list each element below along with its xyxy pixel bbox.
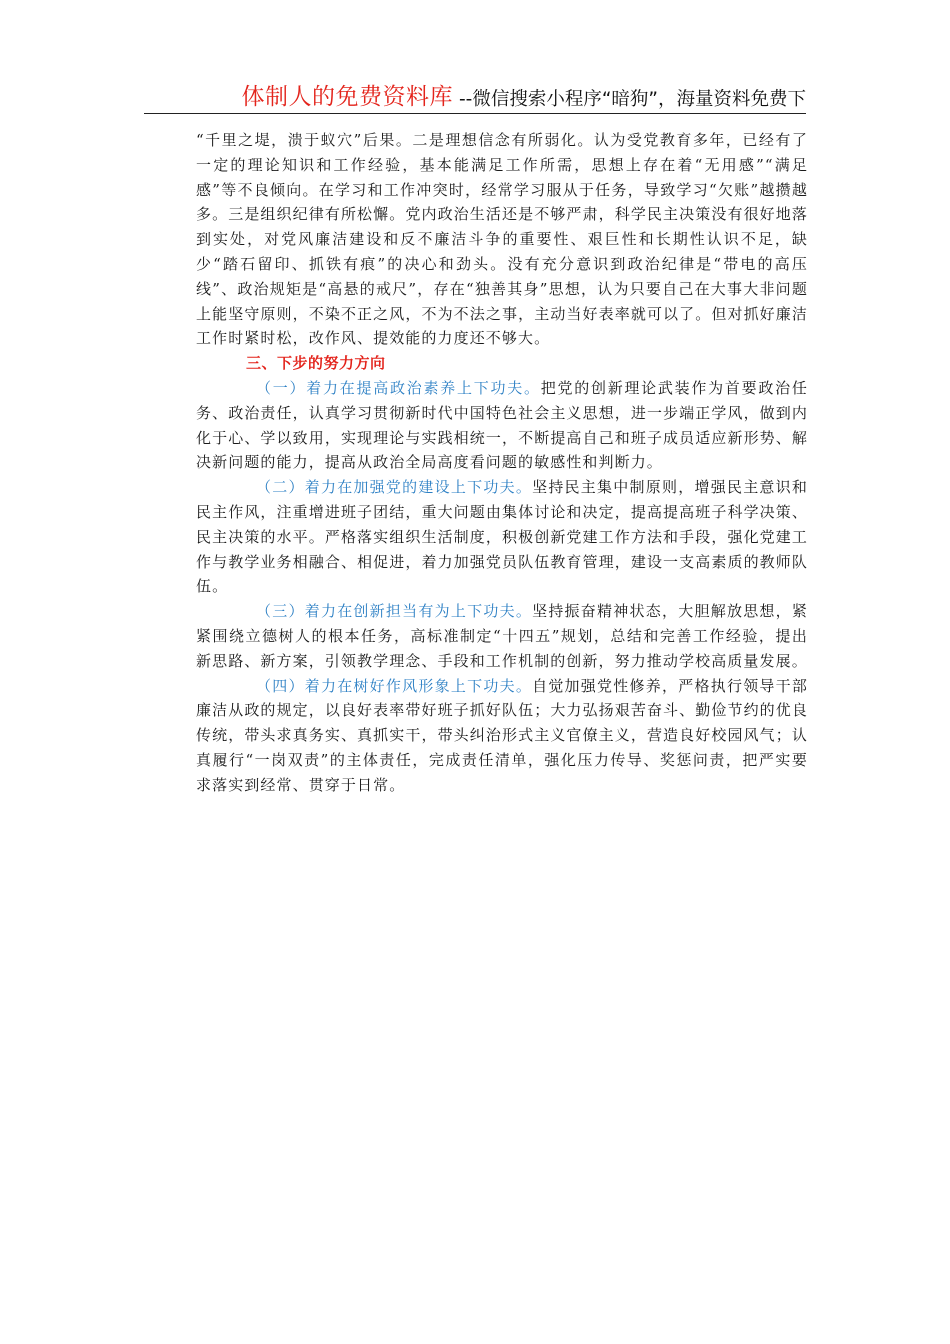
item-lead: （二）着力在加强党的建设上下功夫。 (256, 478, 533, 497)
banner-brand: 体制人的免费资料库 (241, 84, 453, 110)
item-paragraph (196, 599, 808, 673)
header-banner (144, 80, 806, 114)
item-paragraph (196, 475, 808, 599)
item-lead: （四）着力在树好作风形象上下功夫。 (256, 676, 533, 695)
section-heading: 三、下步的努力方向 (246, 354, 386, 373)
item-lead: （三）着力在创新担当有为上下功夫。 (256, 602, 533, 621)
item-paragraph (196, 674, 808, 798)
item-text: 自觉加强党性修养，严格执行领导干部廉洁从政的规定，以良好表率带好班子抓好队伍；大力弘扬艰苦奋斗、勤俭节约的优良传统，带头求真务实、真抓实干，带头纠治形式主义官僚主义，营造良好校园风气；认真履行“一岗双责”的主体责任，完成责任清单，强化压力传导、奖惩问责，把严实要求落实到经常、贯穿于日常。 (196, 676, 809, 794)
item-text: 坚持振奋精神状态，大胆解放思想，紧紧围绕立德树人的根本任务，高标准制定“十四五”规划，总结和完善工作经验，提出新思路、新方案，引领教学理念、手段和工作机制的创新，努力推动学校高质量发展。 (196, 602, 809, 670)
item-lead: （一）着力在提高政治素养上下功夫。 (256, 378, 541, 397)
item-text: 坚持民主集中制原则，增强民主意识和民主作风，注重增进班子团结，重大问题由集体讨论和决定，提高提高班子科学决策、民主决策的水平。严格落实组织生活制度，积极创新党建工作方法和手段，强化党建工作与教学业务相融合、相促进，着力加强党员队伍教育管理，建设一支高素质的教师队伍。 (196, 478, 809, 596)
banner-tagline: --微信搜索小程序“暗狗”，海量资料免费下 (458, 89, 806, 110)
document-body (196, 128, 808, 798)
item-paragraph (196, 376, 808, 475)
continuation-paragraph: “千里之堤，溃于蚁穴”后果。二是理想信念有所弱化。认为受党教育多年，已经有了一定的理论知识和工作经验，基本能满足工作所需，思想上存在着“无用感”“满足感”等不良倾向。在学习和工作冲突时，经常学习服从于任务，导致学习“欠账”越攒越多。三是组织纪律有所松懈。党内政治生活还是不够严肃，科学民主决策没有很好地落到实处，对党风廉洁建设和反不廉洁斗争的重要性、艰巨性和长期性认识不足，缺少“踏石留印、抓铁有痕”的决心和劲头。没有充分意识到政治纪律是“带电的高压线”、政治规矩是“高悬的戒尺”，存在“独善其身”思想，认为只要自己在大事大非问题上能坚守原则，不染不正之风，不为不法之事，主动当好表率就可以了。但对抓好廉洁工作时紧时松，改作风、提效能的力度还不够大。 (196, 131, 808, 348)
item-text: 把党的创新理论武装作为首要政治任务、政治责任，认真学习贯彻新时代中国特色社会主义思想，进一步端正学风，做到内化于心、学以致用，实现理论与实践相统一，不断提高自己和班子成员适应新形势、解决新问题的能力，提高从政治全局高度看问题的敏感性和判断力。 (196, 378, 809, 472)
